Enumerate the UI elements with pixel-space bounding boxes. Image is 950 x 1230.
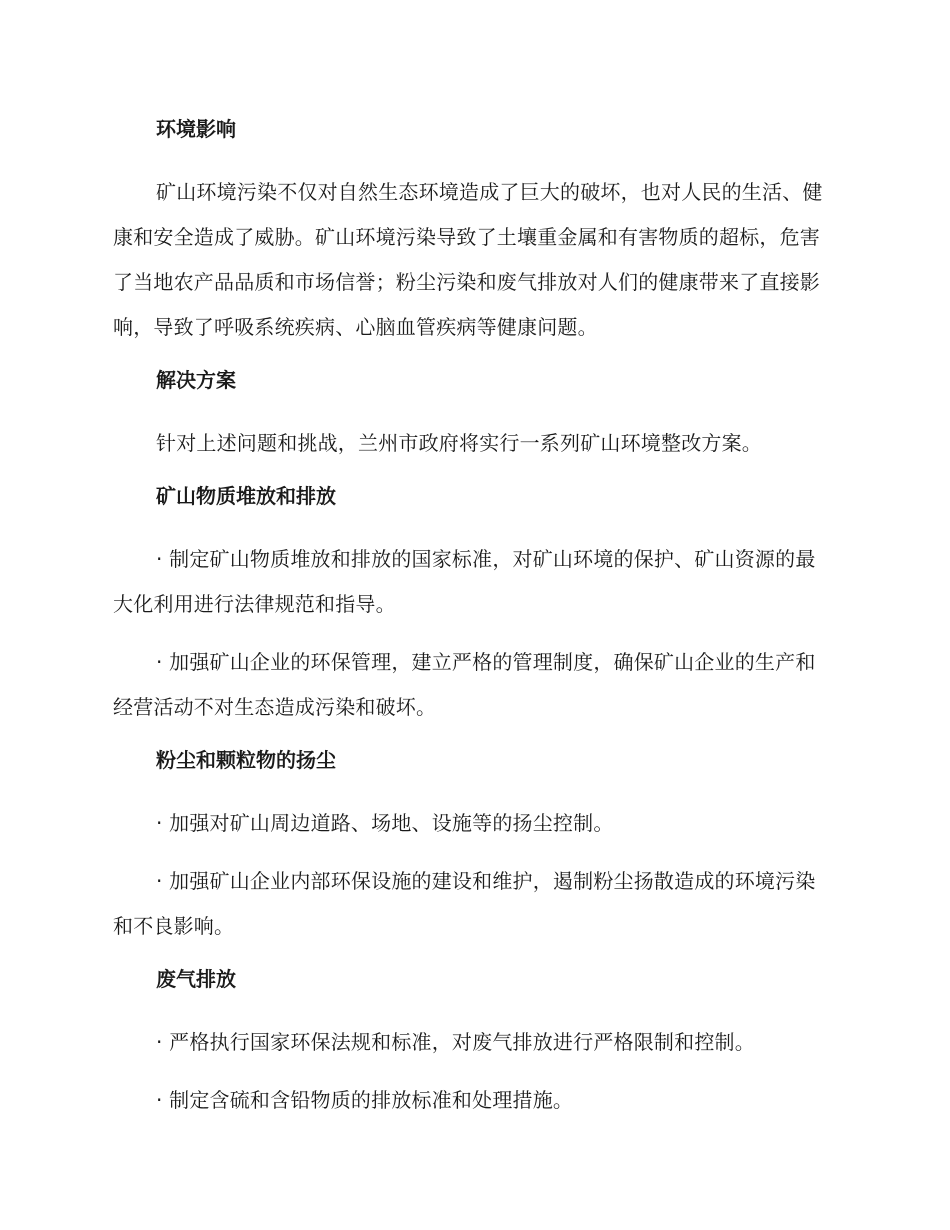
section-mine-material [113,479,833,730]
body-paragraph: 矿山环境污染不仅对自然生态环境造成了巨大的破坏，也对人民的生活、健康和安全造成了威胁。矿山环境污染导致了土壤重金属和有害物质的超标，危害了当地农产品品质和市场信誉；粉尘污染和废气排放对人们的健康带来了直接影响，导致了呼吸系统疾病、心脑血管疾病等健康问题。 [113,180,823,339]
bullet-paragraph: · 加强矿山企业的环保管理，建立严格的管理制度，确保矿山企业的生产和经营活动不对生态造成污染和破坏。 [113,650,816,719]
section-heading: 废气排放 [156,967,236,991]
section-heading: 环境影响 [156,117,236,141]
section-exhaust [113,962,833,1123]
bullet-paragraph: · 制定矿山物质堆放和排放的国家标准，对矿山环境的保护、矿山资源的最大化利用进行法律规范和指导。 [113,547,816,616]
section-environment-impact [113,112,833,350]
bullet-paragraph: · 加强矿山企业内部环保设施的建设和维护，遏制粉尘扬散造成的环境污染和不良影响。 [113,869,816,938]
document-page [113,112,833,1136]
bullet-paragraph: · 制定含硫和含铅物质的排放标准和处理措施。 [156,1088,574,1112]
bullet-paragraph: · 严格执行国家环保法规和标准，对废气排放进行严格限制和控制。 [156,1030,755,1054]
section-heading: 矿山物质堆放和排放 [156,484,336,508]
section-dust [113,743,833,949]
section-heading: 解决方案 [156,368,236,392]
section-solutions [113,363,833,466]
section-heading: 粉尘和颗粒物的扬尘 [156,748,336,772]
body-paragraph: 针对上述问题和挑战，兰州市政府将实行一系列矿山环境整改方案。 [156,431,762,455]
bullet-paragraph: · 加强对矿山周边道路、场地、设施等的扬尘控制。 [156,811,614,835]
